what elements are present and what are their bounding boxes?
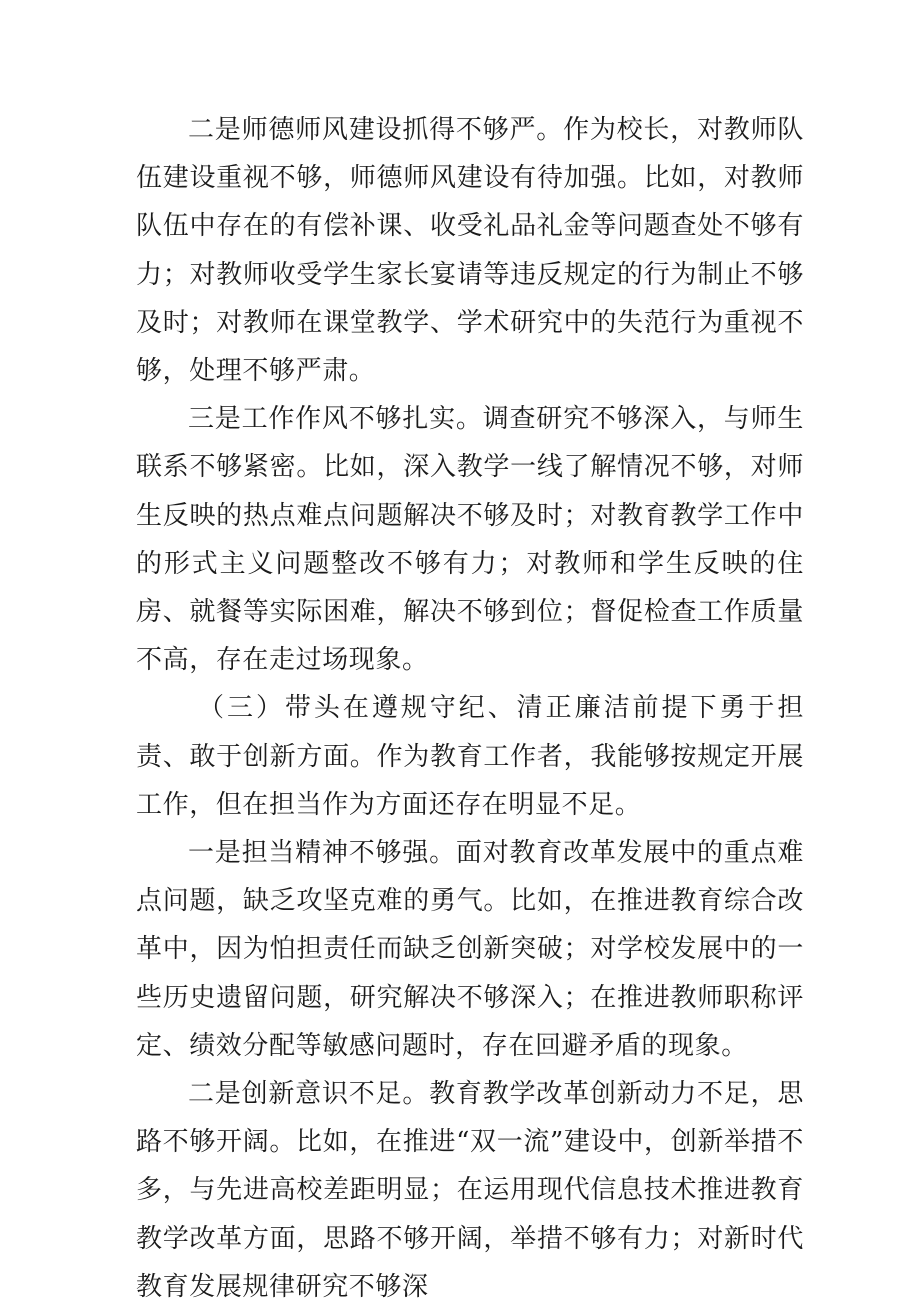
- paragraph-teacher-ethics: 二是师德师风建设抓得不够严。作为校长，对教师队伍建设重视不够，师德师风建设有待加强。比如，对教师队伍中存在的有偿补课、收受礼品礼金等问题查处不够有力；对教师收受学生家长宴请等违反规定的行为制止不够及时；对教师在课堂教学、学术研究中的失范行为重视不够，处理不够严肃。: [136, 115, 804, 387]
- paragraph-responsibility: 一是担当精神不够强。面对教育改革发展中的重点难点问题，缺乏攻坚克难的勇气。比如，在推进教育综合改革中，因为怕担责任而缺乏创新突破；对学校发展中的一些历史遗留问题，研究解决不够深入；在推进教师职称评定、绩效分配等敏感问题时，存在回避矛盾的现象。: [136, 838, 804, 1061]
- paragraph-section-three: （三）带头在遵规守纪、清正廉洁前提下勇于担责、敢于创新方面。作为教育工作者，我能够按规定开展工作，但在担当作为方面还存在明显不足。: [136, 693, 804, 820]
- document-body: [136, 106, 804, 1311]
- paragraph-work-style: 三是工作作风不够扎实。调查研究不够深入，与师生联系不够紧密。比如，深入教学一线了解情况不够，对师生反映的热点难点问题解决不够及时；对教育教学工作中的形式主义问题整改不够有力；对教师和学生反映的住房、就餐等实际困难，解决不够到位；督促检查工作质量不高，存在走过场现象。: [136, 404, 804, 676]
- paragraph-innovation: 二是创新意识不足。教育教学改革创新动力不足，思路不够开阔。比如，在推进“双一流”建设中，创新举措不多，与先进高校差距明显；在运用现代信息技术推进教育教学改革方面，思路不够开阔，举措不够有力；对新时代教育发展规律研究不够深: [136, 1079, 804, 1302]
